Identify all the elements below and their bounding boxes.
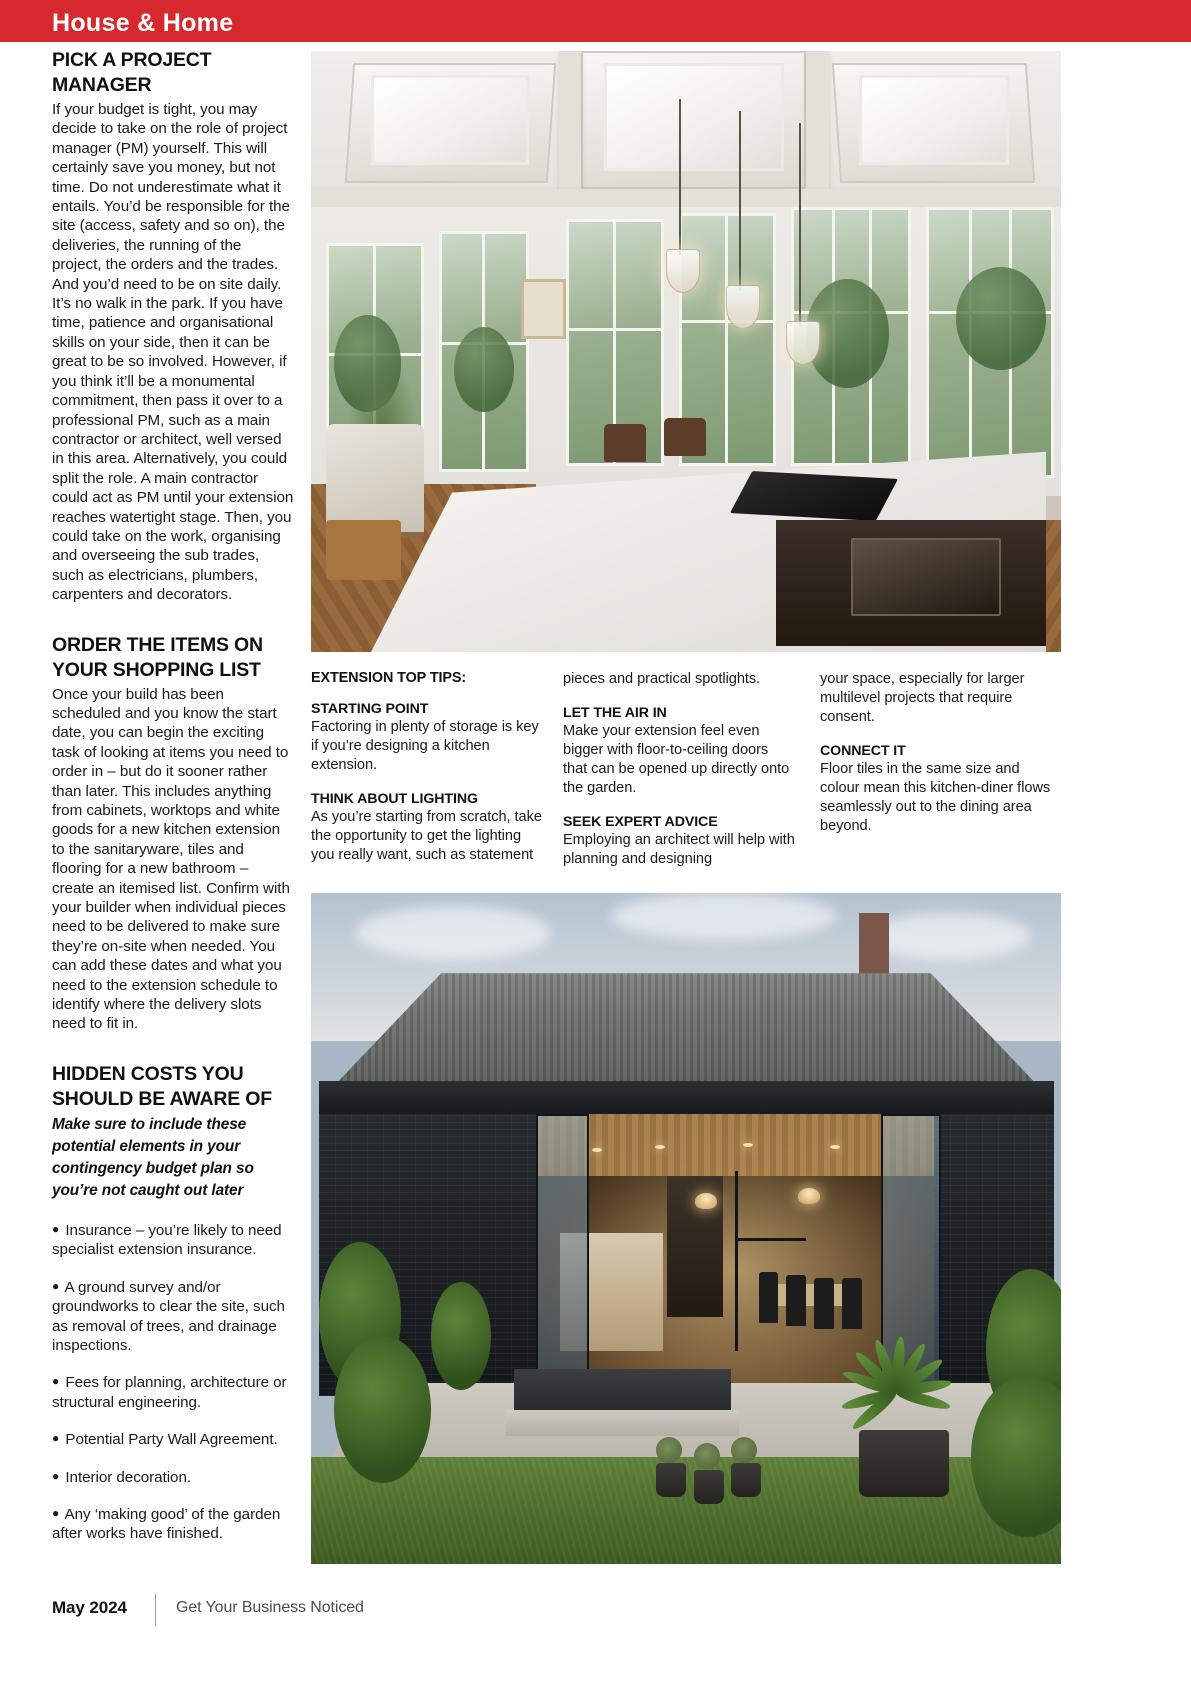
lavender-plant <box>656 1437 682 1463</box>
footer-issue-date: May 2024 <box>52 1598 127 1617</box>
section-heading-pick-a-project-manager: PICK A PROJECT MANAGER <box>52 49 212 96</box>
dining-chair <box>604 424 646 462</box>
left-editorial-column <box>52 48 294 1561</box>
side-table <box>326 520 401 580</box>
extension-top-tips-block <box>311 670 1061 885</box>
tip-heading-connect-it: CONNECT IT <box>820 743 906 759</box>
cloud <box>356 906 551 960</box>
list-item-text: Any ‘making good’ of the garden after works have finished. <box>52 1505 281 1543</box>
extension-fascia <box>319 1081 1054 1115</box>
pendant-light <box>798 1188 820 1204</box>
page-footer <box>52 1598 1142 1638</box>
ceiling-beam <box>806 51 829 201</box>
downlight <box>743 1143 753 1147</box>
pendant-light <box>666 249 700 293</box>
spacer <box>52 605 294 633</box>
entrance-step-stone <box>506 1410 739 1437</box>
pendant-light <box>786 321 820 365</box>
tip-body-expert-advice-continuation: your space, especially for larger multilevel projects that require consent. <box>820 671 1025 725</box>
section-heading-hidden-costs: HIDDEN COSTS YOU SHOULD BE AWARE OF <box>52 1062 272 1110</box>
list-item-text: Interior decoration. <box>65 1468 192 1486</box>
small-plant-pot <box>656 1463 686 1497</box>
section-body-pick-a-project-manager: If your budget is tight, you may decide to take on the role of project manager (PM) yourself. This will certainly save you money, but not time. Do not underestimate what it entails. You’d be responsible for the site (access, safety and so on), the deliveries, the running of the project, the orders and the trades. And you’d need to be on site daily. It’s no walk in the park. If you have time, patience and organisational skills on your side, then it can be great to be so involved. However, if you think it’ll be a monumental commitment, then pass it over to a professional PM, such as a main contractor or architect, well versed in this area. Alternatively, you could split the role. A main contractor could act as PM until your extension reaches watertight stage. Then, you could take on the work, organising and overseeing the sub trades, such as electricians, plumbers, carpenters and decorators. <box>52 101 294 604</box>
pendant-cord <box>739 111 741 291</box>
lavender-plant <box>731 1437 757 1463</box>
page-header-band <box>0 0 1191 42</box>
garden-foliage <box>956 267 1046 369</box>
bullet-dot-icon: ● <box>52 1431 60 1446</box>
kitchen-extension-interior-photo <box>311 51 1061 652</box>
photo-illustration <box>311 893 1061 1564</box>
tips-block-title: EXTENSION TOP TIPS: <box>311 670 467 686</box>
dining-chair <box>786 1275 806 1326</box>
tips-column-2 <box>563 670 795 869</box>
shrub <box>334 1336 432 1484</box>
internal-glazed-partition <box>735 1238 807 1241</box>
tip-heading-let-the-air-in: LET THE AIR IN <box>563 705 667 721</box>
dining-chair <box>759 1272 779 1323</box>
list-item <box>52 1467 294 1487</box>
tips-column-3 <box>820 670 1061 836</box>
lavender-plant <box>694 1443 720 1469</box>
skylight <box>859 75 1009 165</box>
small-plant-pot <box>731 1463 761 1497</box>
pendant-light <box>695 1193 717 1209</box>
bullet-dot-icon: ● <box>52 1221 60 1236</box>
tip-body-connect-it: Floor tiles in the same size and colour mean this kitchen-diner flows seamlessly out to the dining area beyond. <box>820 761 1051 834</box>
garden-extension-exterior-photo <box>311 893 1061 1564</box>
footer-divider <box>155 1594 156 1626</box>
large-plant-pot <box>859 1430 949 1497</box>
list-item <box>52 1277 294 1356</box>
small-plant-pot <box>694 1470 724 1504</box>
skylight <box>371 75 529 165</box>
list-item <box>52 1504 294 1544</box>
list-item-text: A ground survey and/or groundworks to clear the site, such as removal of trees, and drainage inspections. <box>52 1278 285 1354</box>
list-item <box>52 1220 294 1260</box>
tip-body-seek-expert-advice: Employing an architect will help with planning and designing <box>563 832 795 867</box>
bullet-dot-icon: ● <box>52 1278 60 1293</box>
list-item-text: Insurance – you’re likely to need specialist extension insurance. <box>52 1221 282 1259</box>
sliding-glass-door-panel <box>536 1114 589 1396</box>
pendant-cord <box>799 123 801 327</box>
timber-ceiling <box>536 1114 934 1176</box>
ceiling-beam <box>559 51 582 201</box>
dining-chair <box>664 418 706 456</box>
bullet-dot-icon: ● <box>52 1468 60 1483</box>
induction-hob <box>729 471 897 521</box>
pendant-light <box>726 285 760 329</box>
cloud <box>611 893 836 940</box>
lawn-texture <box>311 1457 1061 1564</box>
framed-artwork <box>521 279 566 339</box>
tip-body-starting-point: Factoring in plenty of storage is key if you’re designing a kitchen extension. <box>311 719 539 773</box>
list-item <box>52 1372 294 1412</box>
section-standfirst-hidden-costs: Make sure to include these potential elements in your contingency budget plan so you’re not caught out later <box>52 1115 254 1199</box>
spacer <box>52 1034 294 1062</box>
tip-heading-seek-expert-advice: SEEK EXPERT ADVICE <box>563 814 718 830</box>
bullet-dot-icon: ● <box>52 1505 60 1520</box>
photo-illustration <box>311 51 1061 652</box>
chimney <box>859 913 889 980</box>
footer-strapline: Get Your Business Noticed <box>176 1599 364 1616</box>
bullet-dot-icon: ● <box>52 1374 60 1389</box>
tip-heading-think-about-lighting: THINK ABOUT LIGHTING <box>311 791 478 807</box>
list-item-text: Fees for planning, architecture or structural engineering. <box>52 1374 287 1411</box>
tip-heading-starting-point: STARTING POINT <box>311 701 429 717</box>
built-in-oven <box>851 538 1001 616</box>
list-item <box>52 1429 294 1449</box>
tip-body-think-about-lighting: As you’re starting from scratch, take the opportunity to get the lighting you really want, such as statement <box>311 809 542 863</box>
tip-body-let-the-air-in: Make your extension feel even bigger with floor-to-ceiling doors that can be opened up directly onto the garden. <box>563 723 790 796</box>
section-heading-order-the-items: ORDER THE ITEMS ON YOUR SHOPPING LIST <box>52 633 263 681</box>
section-body-order-the-items: Once your build has been scheduled and you know the start date, you can begin the exciting task of looking at items you need to order in – but do it sooner rather than later. This includes anything from cabinets, worktops and white goods for a new kitchen extension to the sanitaryware, tiles and flooring for a new bathroom – create an itemised list. Confirm with your builder when individual pieces need to be delivered to make sure they’re on-site when needed. You can add these dates and what you need to the extension schedule to identify where the delivery slots need to fit in. <box>52 685 290 1033</box>
cloud <box>866 913 1031 960</box>
page-body <box>0 42 1191 1684</box>
hidden-costs-bullet-list <box>52 1220 294 1544</box>
internal-glazed-partition <box>735 1171 738 1351</box>
tips-column-1 <box>311 670 543 865</box>
tip-body-lighting-continuation: pieces and practical spotlights. <box>563 671 761 687</box>
skylight <box>604 63 784 171</box>
page-header-title: House & Home <box>52 9 234 37</box>
pendant-cord <box>679 99 681 255</box>
list-item-text: Potential Party Wall Agreement. <box>65 1431 278 1449</box>
shrub <box>431 1282 491 1389</box>
garden-foliage <box>454 327 514 411</box>
